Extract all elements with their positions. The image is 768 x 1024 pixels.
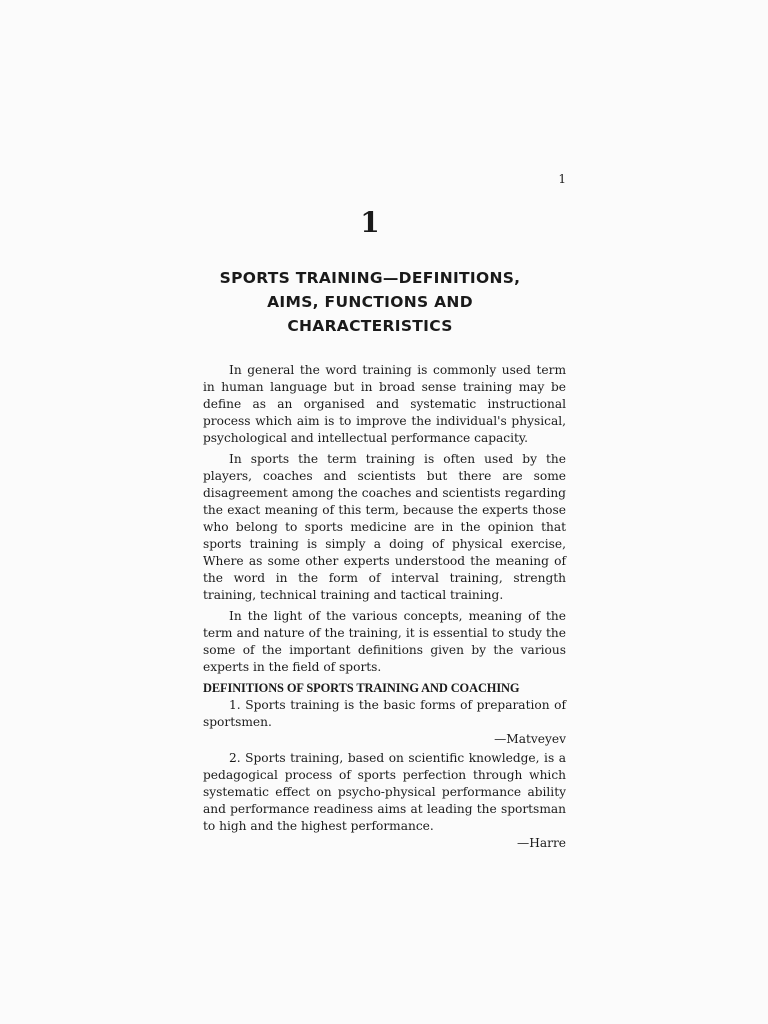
chapter-title-line: CHARACTERISTICS [287, 317, 453, 335]
definition-text: 2. Sports training, based on scientific knowledge, is a pedagogical process of sports perfection through which systematic effect on psycho-physical performance ability and performance readiness aims at leading the sportsman to high and the highest performance. [203, 751, 566, 833]
chapter-title-line: SPORTS TRAINING—DEFINITIONS, [219, 269, 521, 287]
chapter-title [200, 266, 540, 338]
definition-text: 1. Sports training is the basic forms of preparation of sportsmen. [203, 698, 566, 729]
definition-author: —Harre [517, 836, 566, 850]
paragraph: In the light of the various concepts, meaning of the term and nature of the training, it is essential to study the some of the important definitions given by the various experts in the field of sports. [203, 609, 566, 674]
section-heading: DEFINITIONS OF SPORTS TRAINING AND COACHING [203, 681, 520, 695]
body-text [203, 362, 566, 854]
definition-author: —Matveyev [494, 732, 566, 746]
paragraph: In general the word training is commonly used term in human language but in broad sense training may be define as an organised and systematic instructional process which aim is to improve the individual's physical, psychological and intellectual performance capacity. [203, 363, 566, 445]
chapter-title-line: AIMS, FUNCTIONS AND [267, 293, 473, 311]
page-number: 1 [558, 172, 566, 186]
paragraph: In sports the term training is often used by the players, coaches and scientists but there are some disagreement among the coaches and scientists regarding the exact meaning of this term, because the experts those who belong to sports medicine are in the opinion that sports training is simply a doing of physical exercise, Where as some other experts understood the meaning of the word in the form of interval training, strength training, technical training and tactical training. [203, 452, 566, 602]
chapter-number: 1 [360, 206, 380, 239]
